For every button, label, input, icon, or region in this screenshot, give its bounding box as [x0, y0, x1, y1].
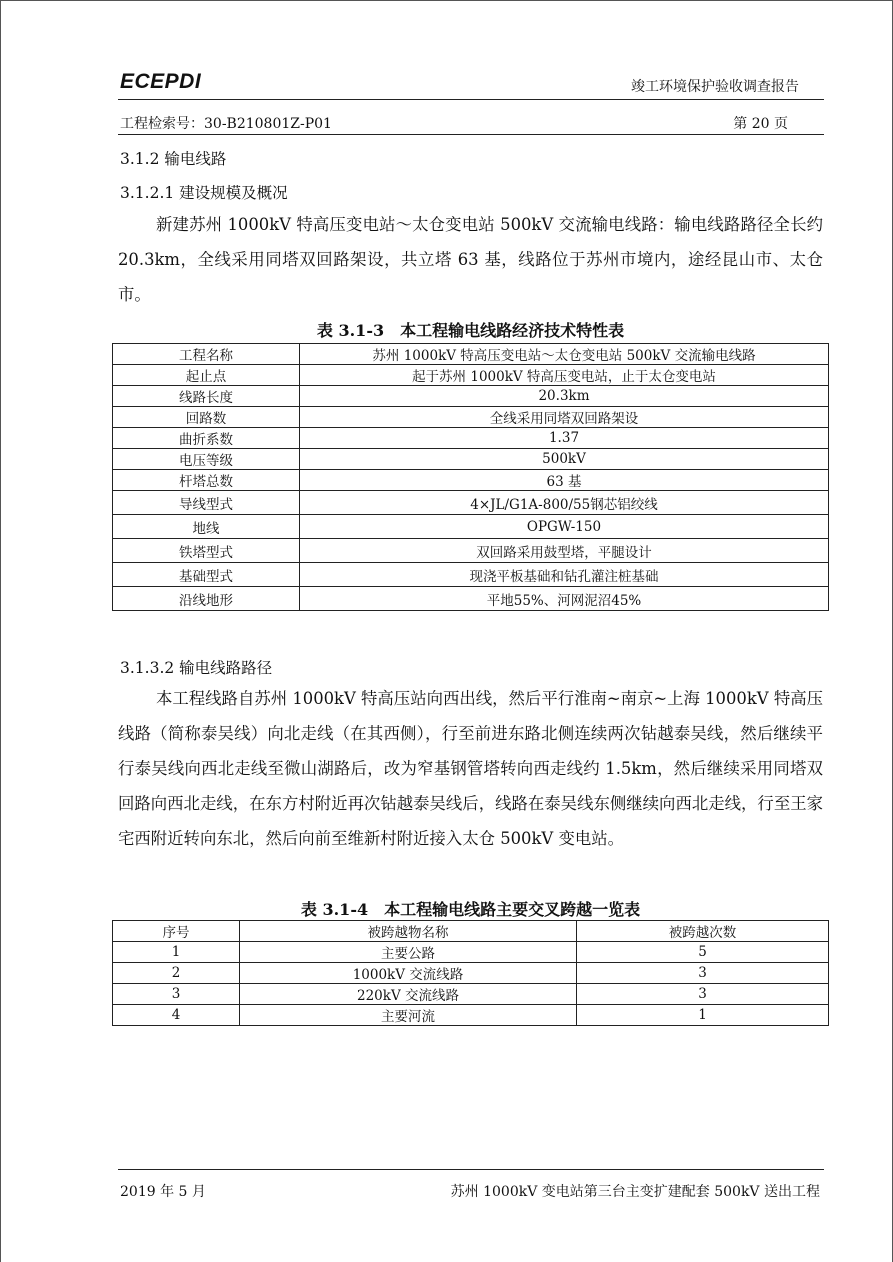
table-row	[113, 449, 829, 470]
table-row	[113, 587, 829, 611]
table-cell-value: OPGW-150	[300, 515, 829, 539]
column-header: 序号	[113, 921, 240, 942]
table2-caption: 表 3.1-4 本工程输电线路主要交叉跨越一览表	[300, 900, 641, 919]
table-row	[113, 515, 829, 539]
table-cell-value: 苏州 1000kV 特高压变电站～太仓变电站 500kV 交流输电线路	[300, 344, 829, 365]
table-row	[113, 539, 829, 563]
subsection-heading: 3.1.2.1 建设规模及概况	[120, 184, 288, 202]
table-row	[113, 386, 829, 407]
table-cell-key: 铁塔型式	[113, 539, 300, 563]
header-divider	[118, 99, 824, 100]
table-cell: 220kV 交流线路	[240, 984, 577, 1005]
column-header: 被跨越物名称	[240, 921, 577, 942]
footer-date: 2019 年 5 月	[120, 1184, 206, 1200]
table-cell-key: 工程名称	[113, 344, 300, 365]
footer-divider	[118, 1169, 824, 1170]
table-cell-key: 电压等级	[113, 449, 300, 470]
table-row	[113, 428, 829, 449]
table-cell: 3	[577, 984, 829, 1005]
table-cell: 主要河流	[240, 1005, 577, 1026]
table-cell-value: 双回路采用鼓型塔，平腿设计	[300, 539, 829, 563]
header-divider-lower	[118, 134, 824, 135]
table-cell-value: 1.37	[300, 428, 829, 449]
table-cell: 主要公路	[240, 942, 577, 963]
table-cell-value: 全线采用同塔双回路架设	[300, 407, 829, 428]
tech-spec-table	[112, 343, 829, 611]
table-cell-value: 起于苏州 1000kV 特高压变电站，止于太仓变电站	[300, 365, 829, 386]
table-row	[113, 963, 829, 984]
crossing-table	[112, 920, 829, 1026]
route-paragraph: 本工程线路自苏州 1000kV 特高压站向西出线，然后平行淮南~南京~上海 1000kV 特高压线路（简称泰吴线）向北走线（在其西侧），行至前进东路北侧连续两次钻越泰吴线，然后继续平行泰吴线向西北走线至微山湖路后，改为窄基钢管塔转向西走线约 1.5km，然后继续采用同塔双回路向西北走线，在东方村附近再次钻越泰吴线后，线路在泰吴线东侧继续向西北走线，行至王家宅西附近转向东北，然后向前至维新村附近接入太仓 500kV 变电站。	[118, 689, 823, 848]
table-cell: 1000kV 交流线路	[240, 963, 577, 984]
table-cell-key: 回路数	[113, 407, 300, 428]
table-cell: 2	[113, 963, 240, 984]
table1-caption: 表 3.1-3 本工程输电线路经济技术特性表	[316, 321, 625, 340]
subsection-heading-route: 3.1.3.2 输电线路路径	[120, 659, 273, 677]
footer-project-name: 苏州 1000kV 变电站第三台主变扩建配套 500kV 送出工程	[450, 1184, 820, 1200]
table-cell-value: 现浇平板基础和钻孔灌注桩基础	[300, 563, 829, 587]
table-cell-value: 4×JL/G1A-800/55钢芯铝绞线	[300, 491, 829, 515]
column-header: 被跨越次数	[577, 921, 829, 942]
project-index-number: 工程检索号：30-B210801Z-P01	[120, 116, 332, 132]
table-cell-value: 500kV	[300, 449, 829, 470]
table-row	[113, 942, 829, 963]
table-row	[113, 470, 829, 491]
table-cell-value: 63 基	[300, 470, 829, 491]
report-title: 竣工环境保护验收调查报告	[631, 79, 799, 95]
table-row	[113, 563, 829, 587]
table-cell-key: 杆塔总数	[113, 470, 300, 491]
table-cell: 1	[577, 1005, 829, 1026]
table-cell-key: 地线	[113, 515, 300, 539]
table-row	[113, 407, 829, 428]
table-cell-value: 20.3km	[300, 386, 829, 407]
table-cell: 5	[577, 942, 829, 963]
table-cell: 1	[113, 942, 240, 963]
table-cell: 3	[113, 984, 240, 1005]
table-cell-key: 基础型式	[113, 563, 300, 587]
table-cell-key: 导线型式	[113, 491, 300, 515]
table-cell-value: 平地55%、河网泥沼45%	[300, 587, 829, 611]
table-cell: 4	[113, 1005, 240, 1026]
table-cell-key: 曲折系数	[113, 428, 300, 449]
overview-paragraph: 新建苏州 1000kV 特高压变电站～太仓变电站 500kV 交流输电线路：输电线路路径全长约 20.3km，全线采用同塔双回路架设，共立塔 63 基，线路位于苏州市境内，途经昆山市、太仓市。	[118, 215, 823, 304]
table-cell-key: 沿线地形	[113, 587, 300, 611]
section-heading: 3.1.2 输电线路	[120, 150, 227, 168]
table-row	[113, 1005, 829, 1026]
table-cell: 3	[577, 963, 829, 984]
page-border-top	[0, 0, 892, 1]
brand-logo-text: ECEPDI	[120, 70, 202, 93]
table-row	[113, 984, 829, 1005]
page-number: 第 20 页	[733, 116, 788, 132]
table-row	[113, 491, 829, 515]
page-border-left	[0, 0, 1, 1262]
table-row	[113, 365, 829, 386]
table-row	[113, 344, 829, 365]
table-header-row	[113, 921, 829, 942]
table-cell-key: 起止点	[113, 365, 300, 386]
table-cell-key: 线路长度	[113, 386, 300, 407]
